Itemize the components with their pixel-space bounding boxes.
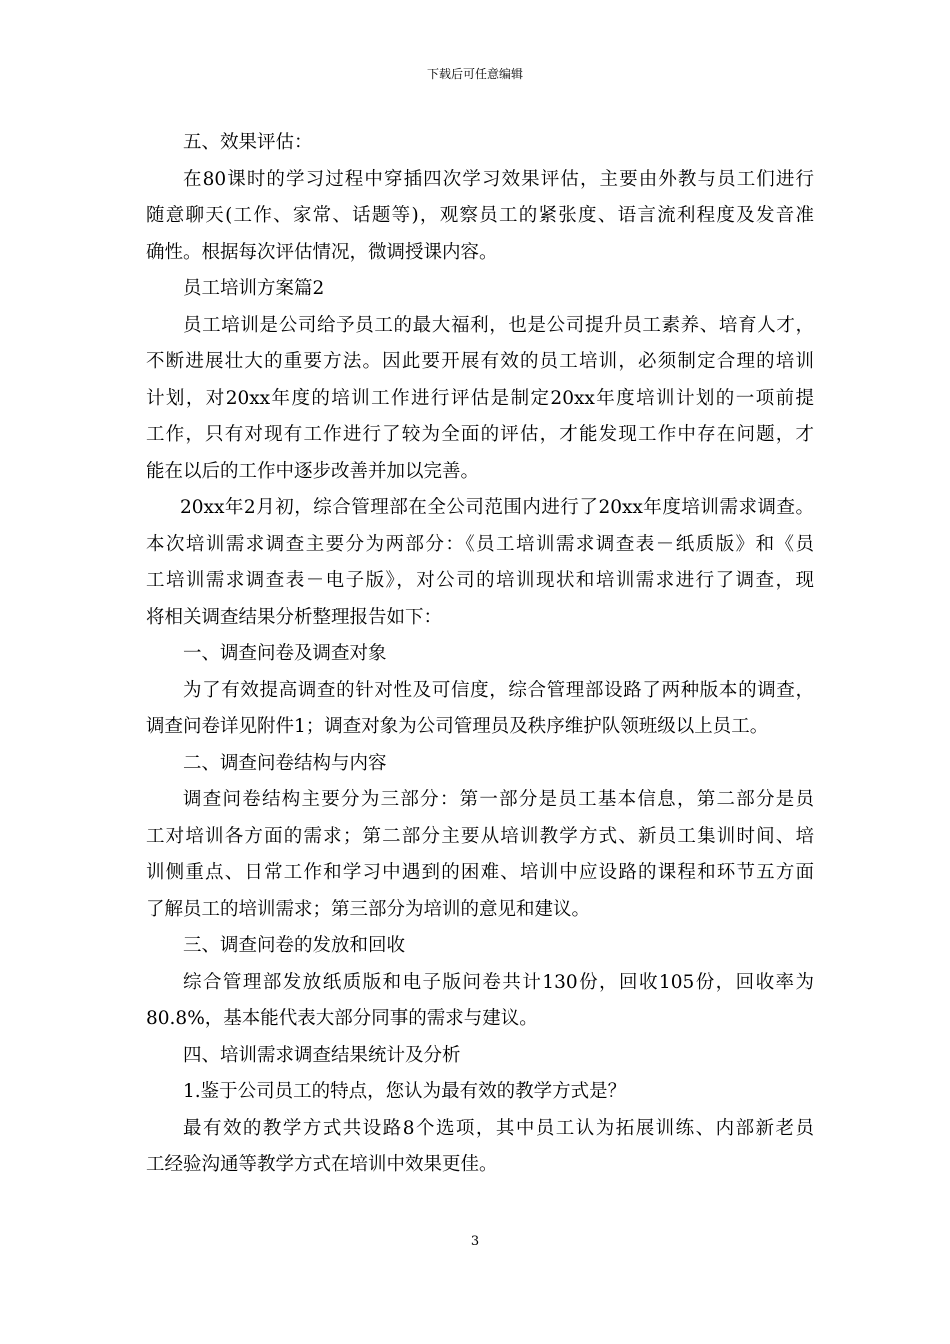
page-number: 3: [470, 1234, 480, 1249]
paragraph-line: 在80课时的学习过程中穿插四次学习效果评估，主要由外教与员工们进行: [183, 168, 814, 190]
paragraph-line: 工作，只有对现有工作进行了较为全面的评估，才能发现工作中存在问题，才: [146, 424, 814, 445]
paragraph-line: 员工培训是公司给予员工的最大福利，也是公司提升员工素养、培育人才，: [183, 314, 814, 336]
article-title: 员工培训方案篇2: [183, 278, 325, 299]
paragraph-line: 能在以后的工作中逐步改善并加以完善。: [146, 460, 480, 482]
question-line: 1.鉴于公司员工的特点，您认为最有效的教学方式是？: [183, 1081, 627, 1102]
paragraph-line: 工培训需求调查表－电子版》，对公司的培训现状和培训需求进行了调查，现: [146, 570, 814, 591]
page-header: 下载后可任意编辑: [426, 67, 523, 81]
section-heading-statistics: 四、培训需求调查结果统计及分析: [183, 1044, 461, 1066]
paragraph-line: 最有效的教学方式共设路8个选项，其中员工认为拓展训练、内部新老员: [183, 1117, 814, 1139]
section-heading-survey-structure: 二、调查问卷结构与内容: [183, 752, 387, 774]
paragraph-line: 了解员工的培训需求；第三部分为培训的意见和建议。: [146, 898, 591, 920]
paragraph-line: 将相关调查结果分析整理报告如下：: [146, 606, 443, 628]
paragraph-line: 为了有效提高调查的针对性及可信度，综合管理部设路了两种版本的调查，: [183, 679, 814, 701]
paragraph-line: 调查问卷结构主要分为三部分：第一部分是员工基本信息，第二部分是员: [183, 789, 814, 810]
document-body: [146, 125, 814, 1184]
paragraph-line: 调查问卷详见附件1；调查对象为公司管理员及秩序维护队领班级以上员工。: [146, 716, 769, 737]
paragraph-line: 本次培训需求调查主要分为两部分：《员工培训需求调查表－纸质版》和《员: [146, 533, 814, 555]
paragraph-line: 工对培训各方面的需求；第二部分主要从培训教学方式、新员工集训时间、培: [146, 825, 814, 847]
paragraph-line: 工经验沟通等教学方式在培训中效果更佳。: [146, 1154, 498, 1175]
paragraph-line: 计划，对20xx年度的培训工作进行评估是制定20xx年度培训计划的一项前提: [146, 387, 814, 409]
paragraph-line: 80.8%，基本能代表大部分同事的需求与建议。: [146, 1008, 538, 1029]
paragraph-line: 确性。根据每次评估情况，微调授课内容。: [146, 241, 498, 263]
paragraph-line: 随意聊天(工作、家常、话题等)，观察员工的紧张度、语言流利程度及发音准: [146, 205, 814, 226]
paragraph-line: 综合管理部发放纸质版和电子版问卷共计130份，回收105份，回收率为: [183, 971, 814, 993]
section-heading-effect-evaluation: 五、效果评估：: [183, 132, 313, 153]
section-heading-distribution: 三、调查问卷的发放和回收: [183, 935, 406, 956]
paragraph-line: 训侧重点、日常工作和学习中遇到的困难、培训中应设路的课程和环节五方面: [146, 862, 814, 883]
paragraph-line: 不断进展壮大的重要方法。因此要开展有效的员工培训，必须制定合理的培训: [146, 351, 814, 372]
section-heading-survey-objects: 一、调查问卷及调查对象: [183, 643, 387, 664]
paragraph-line: 20xx年2月初，综合管理部在全公司范围内进行了20xx年度培训需求调查。: [180, 497, 814, 518]
